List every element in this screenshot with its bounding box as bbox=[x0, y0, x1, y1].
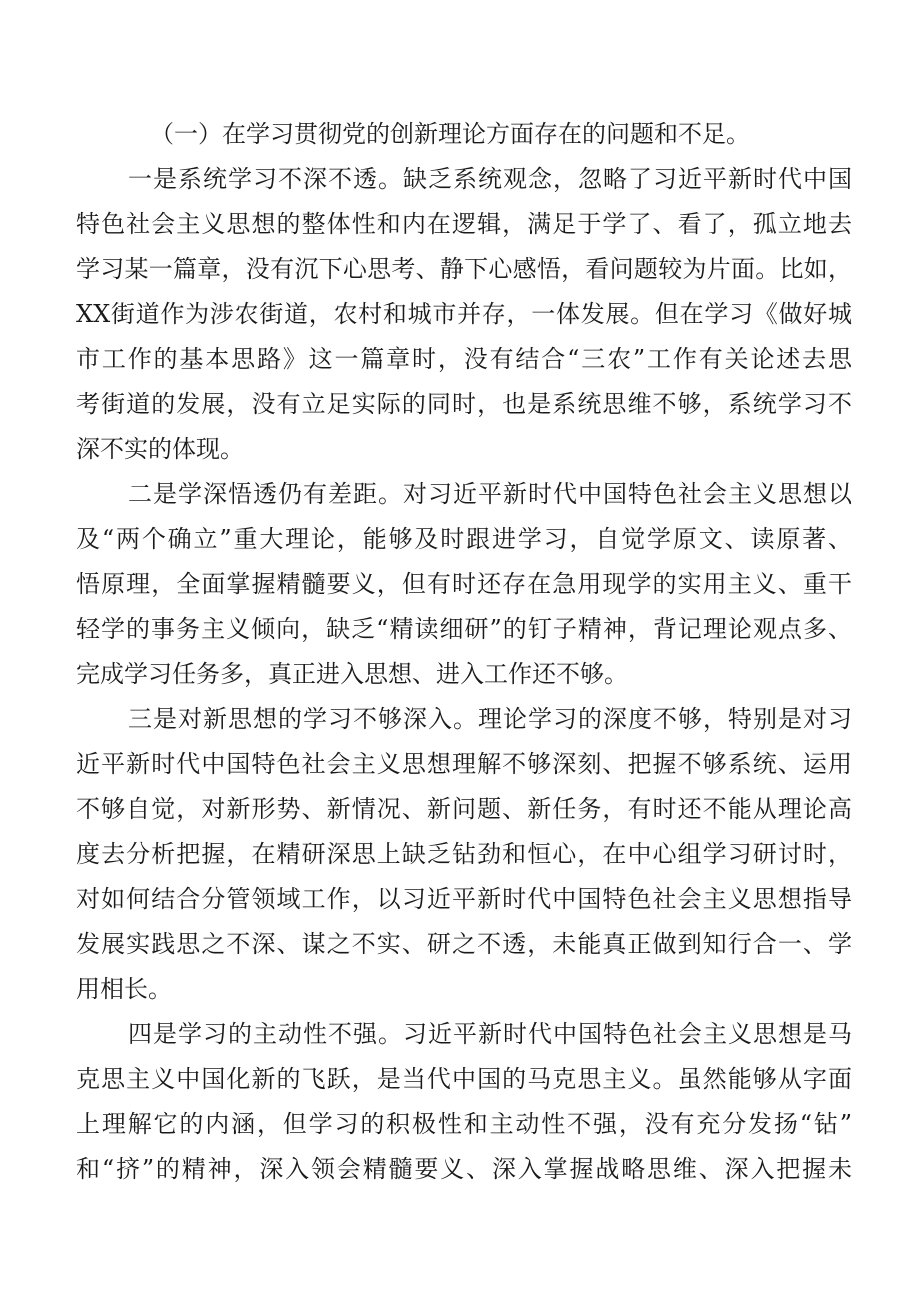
text-line: 特色社会主义思想的整体性和内在逻辑，满足于学了、看了，孤立地去 bbox=[76, 210, 852, 238]
text-line: 近平新时代中国特色社会主义思想理解不够深刻、把握不够系统、运用 bbox=[76, 750, 852, 778]
text-line: 一是系统学习不深不透。缺乏系统观念，忽略了习近平新时代中国 bbox=[128, 165, 852, 193]
text-line: 和“挤”的精神，深入领会精髓要义、深入掌握战略思维、深入把握未 bbox=[76, 1155, 852, 1183]
text-line: 度去分析把握，在精研深思上缺乏钻劲和恒心，在中心组学习研讨时， bbox=[76, 840, 852, 868]
text-line: 学习某一篇章，没有沉下心思考、静下心感悟，看问题较为片面。比如， bbox=[76, 255, 852, 283]
text-line: 市工作的基本思路》这一篇章时，没有结合“三农”工作有关论述去思 bbox=[76, 345, 852, 373]
text-line: 发展实践思之不深、谋之不实、研之不透，未能真正做到知行合一、学 bbox=[76, 930, 852, 958]
paragraph-3 bbox=[76, 697, 852, 1012]
document-body bbox=[76, 112, 852, 1192]
text-line: 三是对新思想的学习不够深入。理论学习的深度不够，特别是对习 bbox=[128, 705, 852, 733]
text-line: XX街道作为涉农街道，农村和城市并存，一体发展。但在学习《做好城 bbox=[76, 300, 852, 328]
text-line: 用相长。 bbox=[76, 975, 172, 1003]
text-line: 不够自觉，对新形势、新情况、新问题、新任务，有时还不能从理论高 bbox=[76, 795, 852, 823]
paragraph-1 bbox=[76, 157, 852, 472]
text-line: 克思主义中国化新的飞跃，是当代中国的马克思主义。虽然能够从字面 bbox=[76, 1065, 852, 1093]
text-line: 四是学习的主动性不强。习近平新时代中国特色社会主义思想是马 bbox=[128, 1020, 852, 1048]
paragraph-4 bbox=[76, 1012, 852, 1192]
section-heading bbox=[76, 112, 852, 157]
text-line: 悟原理，全面掌握精髓要义，但有时还存在急用现学的实用主义、重干 bbox=[76, 570, 852, 598]
text-line: 深不实的体现。 bbox=[76, 435, 244, 463]
paragraph-2 bbox=[76, 472, 852, 697]
heading-line: （一）在学习贯彻党的创新理论方面存在的问题和不足。 bbox=[150, 120, 750, 148]
text-line: 二是学深悟透仍有差距。对习近平新时代中国特色社会主义思想以 bbox=[128, 480, 852, 508]
text-line: 轻学的事务主义倾向，缺乏“精读细研”的钉子精神，背记理论观点多、 bbox=[76, 615, 852, 643]
text-line: 对如何结合分管领域工作，以习近平新时代中国特色社会主义思想指导 bbox=[76, 885, 852, 913]
text-line: 及“两个确立”重大理论，能够及时跟进学习，自觉学原文、读原著、 bbox=[76, 525, 852, 553]
text-line: 上理解它的内涵，但学习的积极性和主动性不强，没有充分发扬“钻” bbox=[76, 1110, 852, 1138]
text-line: 考街道的发展，没有立足实际的同时，也是系统思维不够，系统学习不 bbox=[76, 390, 852, 418]
text-line: 完成学习任务多，真正进入思想、进入工作还不够。 bbox=[76, 660, 628, 688]
